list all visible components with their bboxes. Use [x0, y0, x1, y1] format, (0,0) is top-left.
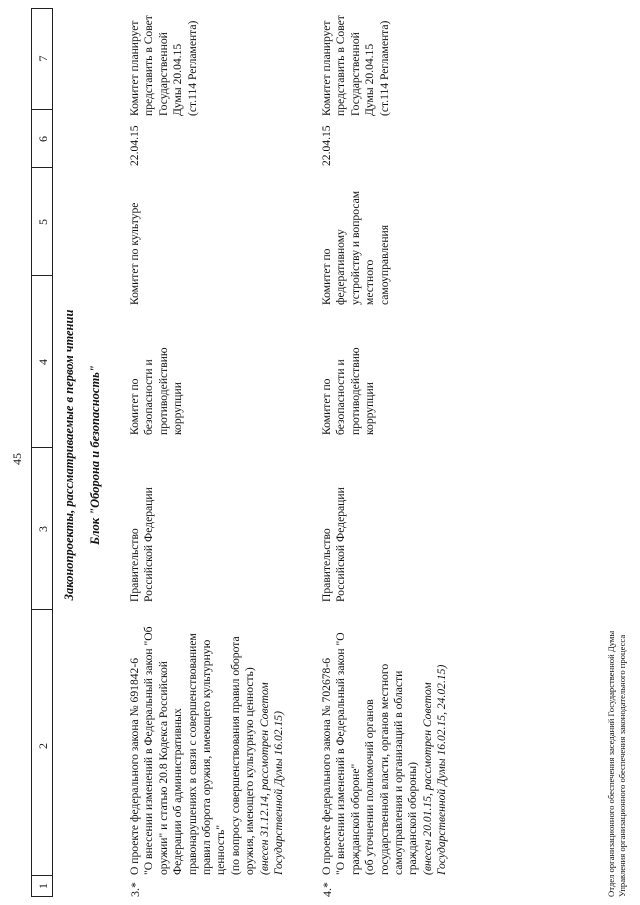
bill-description	[128, 623, 286, 875]
column-number-1: 1	[36, 883, 50, 889]
row-number: 4.*	[320, 882, 334, 897]
bill-description	[320, 623, 450, 875]
block-title: Блок "Оборона и безопасность"	[88, 365, 102, 545]
column-number-4: 4	[36, 359, 50, 365]
bill-history: (внесен 31.12.14, рассмотрен Советом Государственной Думы 16.02.15)	[257, 682, 286, 875]
bill-initiator: Правительство Российской Федерации	[320, 487, 348, 602]
responsible-committee: Комитет по безопасности и противодействию коррупции	[320, 347, 377, 435]
bill-initiator: Правительство Российской Федерации	[128, 487, 156, 602]
coexecutor-committee: Комитет по культуре	[128, 202, 141, 305]
column-number-5: 5	[36, 219, 50, 225]
remark: Комитет планирует представить в Совет Государственной Думы 20.04.15 (ст.114 Регламента)	[128, 15, 199, 116]
column-number-6: 6	[36, 136, 50, 142]
column-number-3: 3	[36, 526, 50, 532]
remark: Комитет планирует представить в Совет Государственной Думы 20.04.15 (ст.114 Регламента)	[320, 15, 391, 116]
bill-note: (по вопросу совершенствования правил оборота оружия, имеющего культурную ценность)	[228, 636, 257, 875]
review-date: 22.04.15	[128, 125, 141, 166]
column-number-7: 7	[36, 55, 50, 62]
bill-subject: "О внесении изменений в Федеральный закон "О гражданской обороне"	[334, 632, 362, 875]
column-number-2: 2	[36, 743, 50, 749]
review-date: 22.04.15	[320, 125, 333, 166]
footer-department: Отдел организационного обеспечения заседаний Государственной Думы	[606, 630, 616, 897]
bill-history: (внесен 20.01.15, рассмотрен Советом Государственной Думы 16.02.15, 24.02.15)	[420, 664, 449, 875]
section-title: Законопроекты, рассматриваемые в первом чтении	[62, 309, 76, 601]
bill-title: О проекте федерального закона № 702678-6	[320, 658, 333, 875]
bill-title: О проекте федерального закона № 691842-6	[128, 658, 141, 875]
responsible-committee: Комитет по безопасности и противодействию коррупции	[128, 347, 185, 435]
page-number: 45	[10, 453, 24, 465]
coexecutor-committee: Комитет по федеративному устройству и вопросам местного самоуправления	[320, 190, 391, 305]
bill-note: (об уточнении полномочий органов государственной власти, органов местного самоуправления и организаций в области гражданской обороны)	[363, 663, 420, 875]
footer-directorate: Управления организационного обеспечения законодательного процесса	[617, 634, 627, 897]
bill-subject: "О внесении изменений в Федеральный закон "Об оружии" и статью 20.8 Кодекса Российской Федерации об административных правонарушениях в связи с совершенствованием правил оборота оружия, имеющего культурную ценность"	[142, 626, 228, 875]
column-number-header	[31, 8, 53, 897]
row-number: 3.*	[128, 882, 142, 897]
